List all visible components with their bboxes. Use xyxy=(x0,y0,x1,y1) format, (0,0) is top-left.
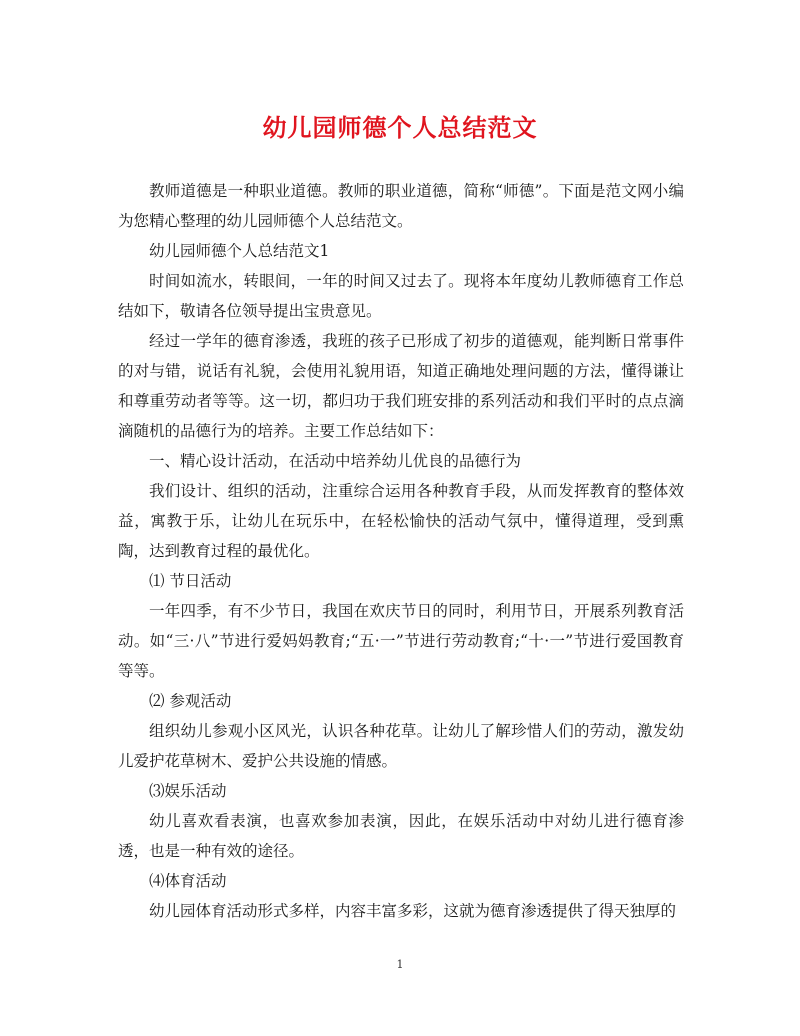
paragraph: 组织幼儿参观小区风光，认识各种花草。让幼儿了解珍惜人们的劳动，激发幼儿爱护花草树木、爱护公共设施的情感。 xyxy=(118,722,684,770)
paragraph-section-heading: 幼儿园师德个人总结范文1 xyxy=(149,242,330,260)
paragraph-item-heading: ⑴ 节日活动 xyxy=(149,572,232,590)
paragraph-intro: 教师道德是一种职业道德。教师的职业道德，简称“师德”。下面是范文网小编为您精心整理的幼儿园师德个人总结范文。 xyxy=(118,182,684,230)
page-number: 1 xyxy=(396,958,404,971)
paragraph: 我们设计、组织的活动，注重综合运用各种教育手段，从而发挥教育的整体效益，寓教于乐，让幼儿在玩乐中，在轻松愉快的活动气氛中，懂得道理，受到熏陶，达到教育过程的最优化。 xyxy=(118,482,684,560)
paragraph: 时间如流水，转眼间，一年的时间又过去了。现将本年度幼儿教师德育工作总结如下，敬请各位领导提出宝贵意见。 xyxy=(118,272,684,320)
paragraph-item-heading: ⑷体育活动 xyxy=(149,872,227,890)
paragraph: 一年四季，有不少节日，我国在欢庆节日的同时，利用节日，开展系列教育活动。如“三·八”节进行爱妈妈教育;“五·一”节进行劳动教育;“十·一”节进行爱国教育等等。 xyxy=(118,602,684,680)
document-title: 幼儿园师德个人总结范文 xyxy=(262,113,538,142)
paragraph: 幼儿喜欢看表演，也喜欢参加表演，因此，在娱乐活动中对幼儿进行德育渗透，也是一种有效的途径。 xyxy=(118,812,684,860)
paragraph: 经过一学年的德育渗透，我班的孩子已形成了初步的道德观，能判断日常事件的对与错，说话有礼貌，会使用礼貌用语，知道正确地处理问题的方法，懂得谦让和尊重劳动者等等。这一切，都归功于我们班安排的系列活动和我们平时的点点滴滴随机的品德行为的培养。主要工作总结如下： xyxy=(118,332,684,440)
document-body xyxy=(118,176,684,926)
paragraph-item-heading: ⑶娱乐活动 xyxy=(149,782,227,800)
paragraph-item-heading: ⑵ 参观活动 xyxy=(149,692,232,710)
paragraph: 幼儿园体育活动形式多样，内容丰富多彩，这就为德育渗透提供了得天独厚的 xyxy=(149,902,677,920)
paragraph-subheading: 一、精心设计活动，在活动中培养幼儿优良的品德行为 xyxy=(149,452,522,470)
